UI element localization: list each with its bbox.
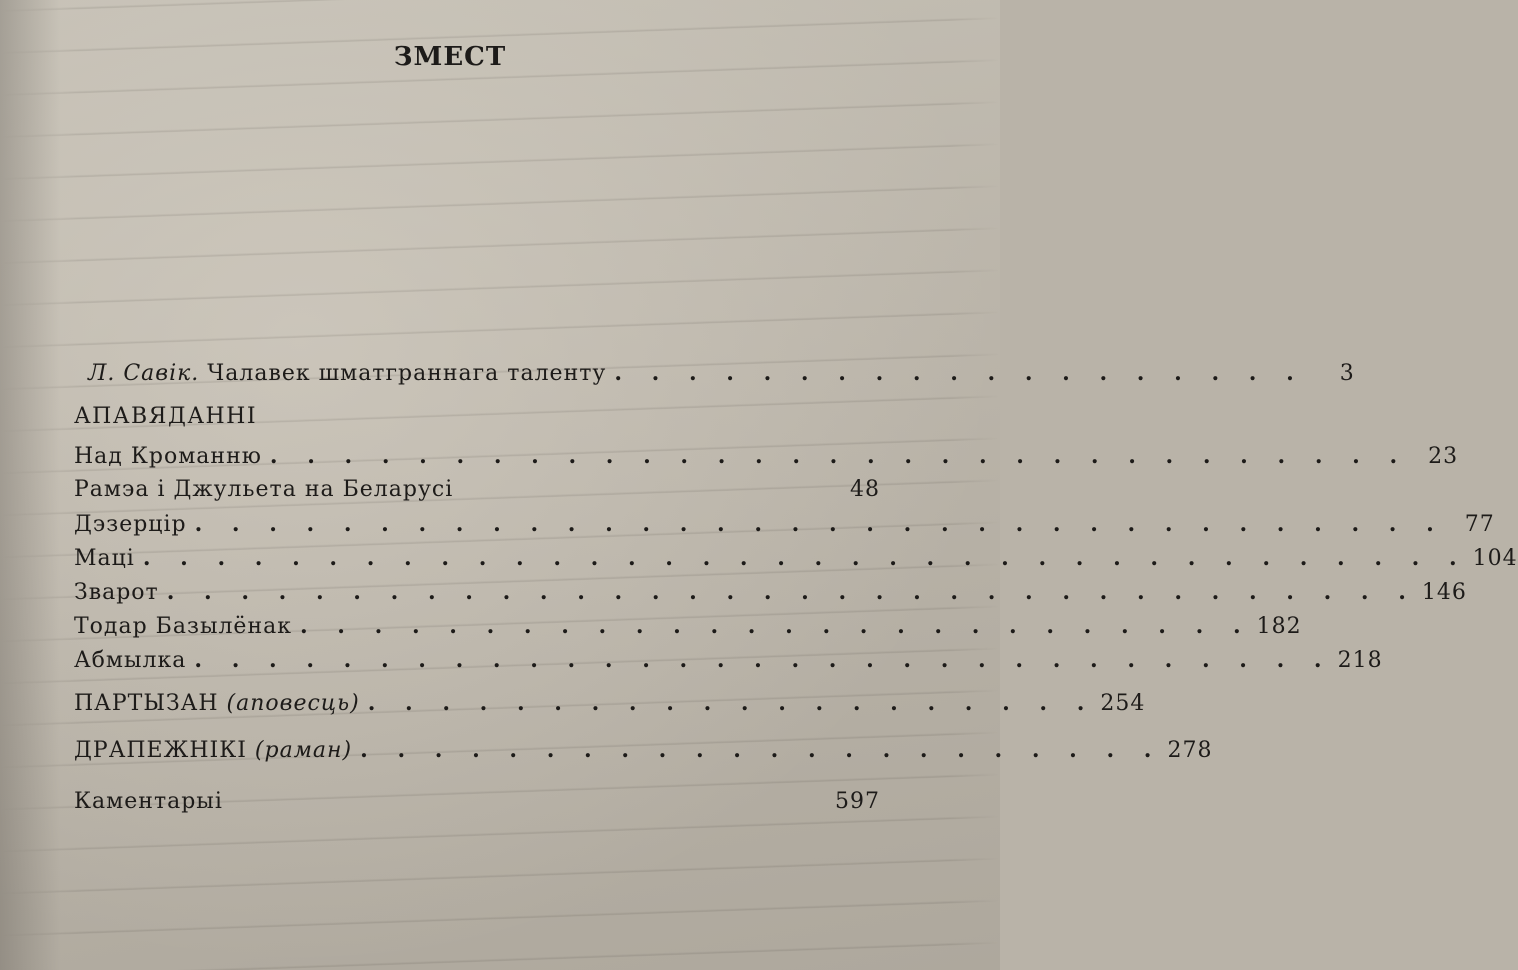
toc-entry-title: Дэзерцір — [74, 512, 187, 537]
toc-entry-title: Маці — [74, 546, 135, 571]
page-number: 278 — [1167, 738, 1213, 763]
toc-entry-kamentaryi — [74, 788, 880, 822]
toc-entry-title: Над Кроманню — [74, 444, 262, 469]
toc-entry-partyzan — [74, 690, 1146, 724]
page-title: ЗМЕСТ — [393, 42, 507, 72]
toc-entry-title: ПАРТЫЗАН — [74, 691, 219, 716]
toc-entry-preface — [88, 360, 1355, 394]
page-number: 254 — [1100, 691, 1146, 716]
dot-leader: . . . . . . . . . . . . . . . . . . . . . . — [360, 737, 1163, 763]
toc-entry — [74, 443, 1459, 477]
page-number: 3 — [1339, 361, 1355, 386]
toc-entry — [74, 477, 880, 511]
page-number: 218 — [1337, 648, 1383, 673]
toc-entry-drapezhniki — [74, 737, 1213, 771]
toc-entry — [74, 545, 1518, 579]
toc-entry-subtitle: (аповесць) — [226, 691, 360, 716]
toc-entry-text — [74, 738, 352, 763]
toc-entry — [74, 511, 1495, 545]
section-heading: АПАВЯДАННІ — [74, 404, 258, 429]
toc-entry-title: Абмылка — [74, 648, 187, 673]
preface-author: Л. Савік. — [88, 361, 200, 386]
toc-entry-title: Каментарыі — [74, 789, 223, 814]
dot-leader: . . . . . . . . . . . . . . . . . . . . . . . . . . . . . . . . . . — [166, 579, 1417, 605]
page-number: 104 — [1472, 546, 1518, 571]
page-number: 597 — [835, 789, 880, 814]
dot-leader: . . . . . . . . . . . . . . . . . . . . . . . . . . . . . . . — [269, 443, 1409, 469]
toc-entry-title: ДРАПЕЖНІКІ — [74, 738, 247, 763]
page-number: 146 — [1421, 580, 1467, 605]
toc-entry — [74, 647, 1383, 681]
preface-title: Чалавек шматграннага таленту — [207, 361, 607, 386]
toc-entry — [74, 579, 1467, 613]
dot-leader: . . . . . . . . . . . . . . . . . . . . . . . . . . — [299, 613, 1252, 639]
page-number: 23 — [1428, 444, 1459, 469]
dot-leader: . . . . . . . . . . . . . . . . . . . . . . . . . . . . . . . — [194, 647, 1333, 673]
page-number: 48 — [850, 477, 880, 502]
dot-leader: . . . . . . . . . . . . . . . . . . . . — [367, 690, 1096, 716]
dot-leader: . . . . . . . . . . . . . . . . . . . . . . . . . . . . . . . . . . . . — [142, 545, 1468, 571]
toc-entry-title: Зварот — [74, 580, 159, 605]
dot-leader: . . . . . . . . . . . . . . . . . . . — [614, 360, 1305, 386]
page-number: 182 — [1256, 614, 1302, 639]
page-crease-shadow — [0, 0, 60, 970]
toc-entry-text — [88, 361, 606, 386]
page-number: 77 — [1464, 512, 1495, 537]
toc-entry — [74, 613, 1302, 647]
toc-entry-title: Тодар Базылёнак — [74, 614, 292, 639]
toc-entry-text — [74, 691, 360, 716]
toc-entry-title: Рамэа і Джульета на Беларусі — [74, 477, 454, 502]
toc-entry-subtitle: (раман) — [254, 738, 353, 763]
dot-leader: . . . . . . . . . . . . . . . . . . . . . . . . . . . . . . . . . . — [194, 511, 1445, 537]
